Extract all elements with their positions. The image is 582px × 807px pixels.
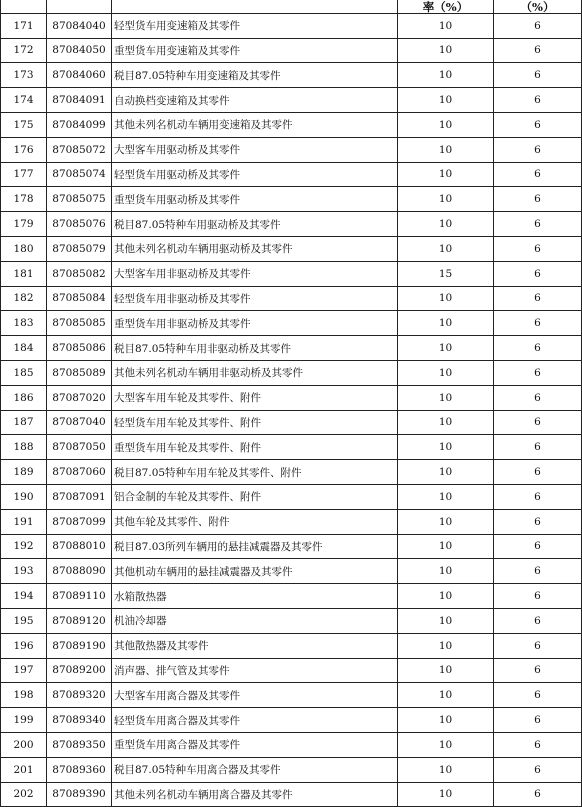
rate-a-cell: 15 — [398, 261, 494, 286]
table-row — [1, 88, 582, 113]
rate-b-cell: 6 — [494, 708, 582, 733]
rate-b-cell: 6 — [494, 435, 582, 460]
item-name-cell: 税目87.05特种车用车轮及其零件、附件 — [112, 460, 398, 485]
table-row — [1, 559, 582, 584]
hs-code-cell: 87089200 — [47, 658, 112, 683]
item-name-cell: 其他未列名机动车辆用离合器及其零件 — [112, 782, 398, 807]
item-name-cell: 其他散热器及其零件 — [112, 633, 398, 658]
header-cell-index — [1, 0, 47, 13]
hs-code-cell: 87088090 — [47, 559, 112, 584]
table-row — [1, 63, 582, 88]
rate-a-cell: 10 — [398, 38, 494, 63]
table-row — [1, 708, 582, 733]
row-index-cell: 201 — [1, 757, 47, 782]
hs-code-cell: 87087091 — [47, 484, 112, 509]
hs-code-cell: 87089340 — [47, 708, 112, 733]
row-index-cell: 180 — [1, 236, 47, 261]
hs-code-cell: 87085076 — [47, 212, 112, 237]
rate-a-cell: 10 — [398, 484, 494, 509]
table-row — [1, 732, 582, 757]
row-index-cell: 198 — [1, 683, 47, 708]
table-row — [1, 410, 582, 435]
hs-code-cell: 87088010 — [47, 534, 112, 559]
rate-a-cell: 10 — [398, 162, 494, 187]
rate-b-cell: 6 — [494, 63, 582, 88]
hs-code-cell: 87085074 — [47, 162, 112, 187]
table-row — [1, 360, 582, 385]
row-index-cell: 191 — [1, 509, 47, 534]
hs-code-cell: 87084091 — [47, 88, 112, 113]
item-name-cell: 其他未列名机动车辆用驱动桥及其零件 — [112, 236, 398, 261]
hs-code-cell: 87087050 — [47, 435, 112, 460]
table-row — [1, 137, 582, 162]
rate-b-cell: 6 — [494, 311, 582, 336]
rate-b-cell: 6 — [494, 360, 582, 385]
row-index-cell: 197 — [1, 658, 47, 683]
rate-a-cell: 10 — [398, 683, 494, 708]
hs-code-cell: 87085084 — [47, 286, 112, 311]
hs-code-cell: 87089320 — [47, 683, 112, 708]
row-index-cell: 183 — [1, 311, 47, 336]
row-index-cell: 192 — [1, 534, 47, 559]
row-index-cell: 187 — [1, 410, 47, 435]
hs-code-cell: 87085072 — [47, 137, 112, 162]
rate-a-cell: 10 — [398, 112, 494, 137]
table-row — [1, 112, 582, 137]
row-index-cell: 188 — [1, 435, 47, 460]
table-row — [1, 782, 582, 807]
hs-code-cell: 87084060 — [47, 63, 112, 88]
item-name-cell: 机油冷却器 — [112, 608, 398, 633]
rate-a-cell: 10 — [398, 63, 494, 88]
rate-a-cell: 10 — [398, 509, 494, 534]
rate-a-cell: 10 — [398, 782, 494, 807]
row-index-cell: 174 — [1, 88, 47, 113]
hs-code-cell: 87089190 — [47, 633, 112, 658]
hs-code-cell: 87084050 — [47, 38, 112, 63]
row-index-cell: 196 — [1, 633, 47, 658]
row-index-cell: 177 — [1, 162, 47, 187]
rate-a-cell: 10 — [398, 286, 494, 311]
hs-code-cell: 87089110 — [47, 584, 112, 609]
rate-b-cell: 6 — [494, 13, 582, 38]
rate-a-cell: 10 — [398, 212, 494, 237]
item-name-cell: 重型货车用驱动桥及其零件 — [112, 187, 398, 212]
rate-a-cell: 10 — [398, 311, 494, 336]
hs-code-cell: 87084040 — [47, 13, 112, 38]
table-row — [1, 162, 582, 187]
rate-b-cell: 6 — [494, 757, 582, 782]
table-body — [1, 0, 582, 807]
row-index-cell: 184 — [1, 336, 47, 361]
rate-a-cell: 10 — [398, 559, 494, 584]
table-row — [1, 484, 582, 509]
item-name-cell: 轻型货车用离合器及其零件 — [112, 708, 398, 733]
header-cell-rate-a: 率（%） — [398, 0, 494, 13]
rate-a-cell: 10 — [398, 236, 494, 261]
row-index-cell: 172 — [1, 38, 47, 63]
rate-b-cell: 6 — [494, 608, 582, 633]
rate-a-cell: 10 — [398, 534, 494, 559]
rate-b-cell: 6 — [494, 187, 582, 212]
rate-b-cell: 6 — [494, 162, 582, 187]
rate-a-cell: 10 — [398, 385, 494, 410]
header-cell-code — [47, 0, 112, 13]
item-name-cell: 其他未列名机动车辆用非驱动桥及其零件 — [112, 360, 398, 385]
item-name-cell: 税目87.05特种车用驱动桥及其零件 — [112, 212, 398, 237]
table-row — [1, 534, 582, 559]
rate-b-cell: 6 — [494, 782, 582, 807]
rate-b-cell: 6 — [494, 336, 582, 361]
table-row — [1, 509, 582, 534]
table-row — [1, 336, 582, 361]
rate-a-cell: 10 — [398, 137, 494, 162]
table-row — [1, 683, 582, 708]
rate-a-cell: 10 — [398, 336, 494, 361]
rate-a-cell: 10 — [398, 435, 494, 460]
hs-code-cell: 87085086 — [47, 336, 112, 361]
rate-b-cell: 6 — [494, 584, 582, 609]
hs-code-cell: 87087099 — [47, 509, 112, 534]
row-index-cell: 181 — [1, 261, 47, 286]
row-index-cell: 190 — [1, 484, 47, 509]
item-name-cell: 大型客车用非驱动桥及其零件 — [112, 261, 398, 286]
hs-code-cell: 87089350 — [47, 732, 112, 757]
row-index-cell: 185 — [1, 360, 47, 385]
item-name-cell: 轻型货车用非驱动桥及其零件 — [112, 286, 398, 311]
table-row — [1, 584, 582, 609]
rate-b-cell: 6 — [494, 236, 582, 261]
rate-b-cell: 6 — [494, 88, 582, 113]
table-row — [1, 187, 582, 212]
item-name-cell: 大型客车用离合器及其零件 — [112, 683, 398, 708]
table-row — [1, 311, 582, 336]
rate-b-cell: 6 — [494, 38, 582, 63]
rate-b-cell: 6 — [494, 112, 582, 137]
rate-b-cell: 6 — [494, 261, 582, 286]
row-index-cell: 195 — [1, 608, 47, 633]
item-name-cell: 其他机动车辆用的悬挂减震器及其零件 — [112, 559, 398, 584]
row-index-cell: 182 — [1, 286, 47, 311]
table-row — [1, 212, 582, 237]
row-index-cell: 194 — [1, 584, 47, 609]
item-name-cell: 消声器、排气管及其零件 — [112, 658, 398, 683]
rate-a-cell: 10 — [398, 410, 494, 435]
rate-b-cell: 6 — [494, 410, 582, 435]
hs-code-cell: 87089120 — [47, 608, 112, 633]
item-name-cell: 其他车轮及其零件、附件 — [112, 509, 398, 534]
table-row — [1, 261, 582, 286]
header-cell-name — [112, 0, 398, 13]
rate-b-cell: 6 — [494, 534, 582, 559]
row-index-cell: 186 — [1, 385, 47, 410]
rate-b-cell: 6 — [494, 732, 582, 757]
item-name-cell: 其他未列名机动车辆用变速箱及其零件 — [112, 112, 398, 137]
item-name-cell: 大型客车用车轮及其零件、附件 — [112, 385, 398, 410]
item-name-cell: 税目87.05特种车用变速箱及其零件 — [112, 63, 398, 88]
rate-b-cell: 6 — [494, 137, 582, 162]
rate-a-cell: 10 — [398, 88, 494, 113]
item-name-cell: 轻型货车用驱动桥及其零件 — [112, 162, 398, 187]
row-index-cell: 175 — [1, 112, 47, 137]
row-index-cell: 193 — [1, 559, 47, 584]
rate-a-cell: 10 — [398, 633, 494, 658]
row-index-cell: 200 — [1, 732, 47, 757]
rate-a-cell: 10 — [398, 187, 494, 212]
item-name-cell: 铝合金制的车轮及其零件、附件 — [112, 484, 398, 509]
rate-b-cell: 6 — [494, 212, 582, 237]
item-name-cell: 重型货车用变速箱及其零件 — [112, 38, 398, 63]
table-row — [1, 460, 582, 485]
rate-b-cell: 6 — [494, 286, 582, 311]
item-name-cell: 自动换档变速箱及其零件 — [112, 88, 398, 113]
item-name-cell: 税目87.05特种车用非驱动桥及其零件 — [112, 336, 398, 361]
item-name-cell: 大型客车用驱动桥及其零件 — [112, 137, 398, 162]
hs-code-cell: 87085089 — [47, 360, 112, 385]
hs-code-cell: 87087040 — [47, 410, 112, 435]
header-row — [1, 0, 582, 13]
row-index-cell: 199 — [1, 708, 47, 733]
hs-code-cell: 87084099 — [47, 112, 112, 137]
row-index-cell: 178 — [1, 187, 47, 212]
table-row — [1, 658, 582, 683]
item-name-cell: 税目87.03所列车辆用的悬挂减震器及其零件 — [112, 534, 398, 559]
hs-code-cell: 87085082 — [47, 261, 112, 286]
hs-code-cell: 87085075 — [47, 187, 112, 212]
rate-a-cell: 10 — [398, 360, 494, 385]
item-name-cell: 重型货车用离合器及其零件 — [112, 732, 398, 757]
rate-a-cell: 10 — [398, 13, 494, 38]
rate-b-cell: 6 — [494, 385, 582, 410]
row-index-cell: 176 — [1, 137, 47, 162]
hs-code-cell: 87089360 — [47, 757, 112, 782]
item-name-cell: 轻型货车用车轮及其零件、附件 — [112, 410, 398, 435]
rate-b-cell: 6 — [494, 658, 582, 683]
row-index-cell: 173 — [1, 63, 47, 88]
row-index-cell: 171 — [1, 13, 47, 38]
table-row — [1, 385, 582, 410]
rate-b-cell: 6 — [494, 633, 582, 658]
row-index-cell: 189 — [1, 460, 47, 485]
table-row — [1, 13, 582, 38]
item-name-cell: 水箱散热器 — [112, 584, 398, 609]
header-cell-rate-b: （%） — [494, 0, 582, 13]
table-row — [1, 608, 582, 633]
item-name-cell: 轻型货车用变速箱及其零件 — [112, 13, 398, 38]
hs-code-cell: 87085079 — [47, 236, 112, 261]
hs-code-cell: 87089390 — [47, 782, 112, 807]
item-name-cell: 税目87.05特种车用离合器及其零件 — [112, 757, 398, 782]
item-name-cell: 重型货车用车轮及其零件、附件 — [112, 435, 398, 460]
table-row — [1, 435, 582, 460]
rate-a-cell: 10 — [398, 732, 494, 757]
rate-b-cell: 6 — [494, 460, 582, 485]
table-row — [1, 286, 582, 311]
rate-b-cell: 6 — [494, 484, 582, 509]
rate-a-cell: 10 — [398, 608, 494, 633]
rate-a-cell: 10 — [398, 708, 494, 733]
table-row — [1, 757, 582, 782]
hs-code-cell: 87085085 — [47, 311, 112, 336]
rate-b-cell: 6 — [494, 559, 582, 584]
hs-code-cell: 87087060 — [47, 460, 112, 485]
rate-b-cell: 6 — [494, 509, 582, 534]
rate-a-cell: 10 — [398, 658, 494, 683]
item-name-cell: 重型货车用非驱动桥及其零件 — [112, 311, 398, 336]
rate-b-cell: 6 — [494, 683, 582, 708]
table-row — [1, 38, 582, 63]
hs-code-cell: 87087020 — [47, 385, 112, 410]
table-row — [1, 633, 582, 658]
row-index-cell: 179 — [1, 212, 47, 237]
table-row — [1, 236, 582, 261]
rate-a-cell: 10 — [398, 460, 494, 485]
row-index-cell: 202 — [1, 782, 47, 807]
rate-a-cell: 10 — [398, 584, 494, 609]
rate-a-cell: 10 — [398, 757, 494, 782]
